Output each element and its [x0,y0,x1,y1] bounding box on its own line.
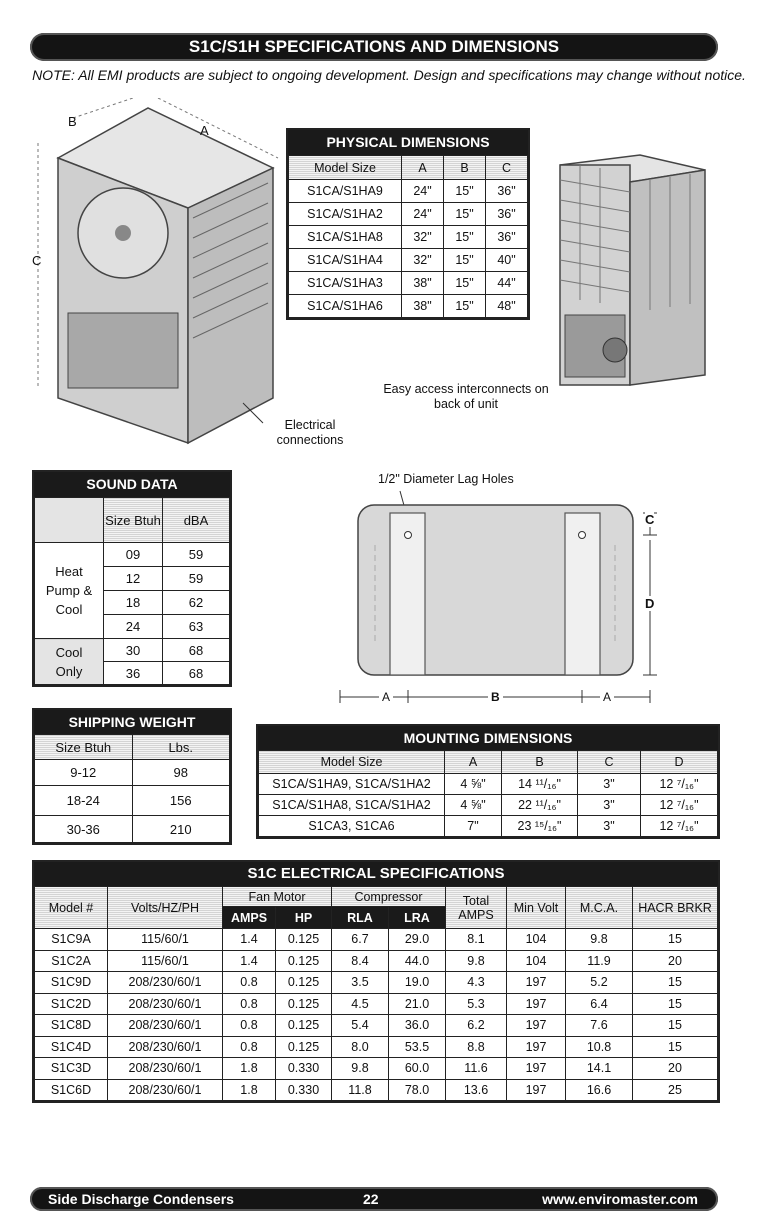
cell: 3" [578,774,641,795]
cell: 10.8 [566,1036,633,1058]
table-row [259,774,718,795]
cell: 30 [104,639,163,662]
cell: 0.8 [223,1015,276,1037]
cell: 208/230/60/1 [108,1015,223,1037]
cell: 59 [163,567,230,591]
cell: 18-24 [35,786,133,816]
cell: 32" [402,226,444,249]
cell: 25 [633,1079,718,1101]
cell: S1C9A [35,929,108,951]
cell: 40" [486,249,528,272]
cell: 208/230/60/1 [108,1079,223,1101]
col-lbs: Lbs. [132,735,230,760]
footer-website: www.enviromaster.com [542,1191,698,1207]
cell: 78.0 [389,1079,446,1101]
col-model: Model # [35,887,108,929]
cell: S1CA/S1HA3 [289,272,402,295]
base-dim-label-a-left: A [379,690,393,704]
table-row [259,795,718,816]
cell: S1CA/S1HA8 [289,226,402,249]
cell: 21.0 [389,993,446,1015]
cell: 62 [163,591,230,615]
cell: S1C4D [35,1036,108,1058]
cell: 13.6 [446,1079,507,1101]
cell: 7.6 [566,1015,633,1037]
table-row [289,180,528,203]
cell: 4.3 [446,972,507,994]
table-row [289,295,528,318]
base-dim-label-b: B [488,690,503,704]
cell: S1C9D [35,972,108,994]
cell: 11.9 [566,950,633,972]
col-d: D [641,751,718,774]
cell: 6.7 [332,929,389,951]
cell: 6.2 [446,1015,507,1037]
col-dba: dBA [163,498,230,543]
cell: 1.8 [223,1058,276,1080]
col-b: B [444,156,486,180]
cell: 12 ⁷/₁₆" [641,795,718,816]
electrical-specifications-table [32,860,720,1103]
cell: 53.5 [389,1036,446,1058]
cell: 8.0 [332,1036,389,1058]
cell: 0.8 [223,993,276,1015]
cell: S1CA/S1HA9 [289,180,402,203]
table-row [35,993,718,1015]
footer-banner [30,1187,718,1211]
cell: 104 [507,929,566,951]
cell: S1C2D [35,993,108,1015]
table-row [289,249,528,272]
back-access-caption: Easy access interconnects on back of unit [383,382,549,411]
cell: 68 [163,662,230,685]
col-group-compressor: Compressor [332,887,446,907]
table-row [289,203,528,226]
electrical-caption: Electrical connections [276,418,344,447]
cool-only-label: Cool Only [35,639,104,685]
cell: 30-36 [35,816,133,843]
cell: 104 [507,950,566,972]
cell: 19.0 [389,972,446,994]
footer-section-title: Side Discharge Condensers [48,1191,234,1207]
table-row [35,1036,718,1058]
electrical-specifications-title: S1C ELECTRICAL SPECIFICATIONS [34,862,718,886]
table-row [289,272,528,295]
cell: 3.5 [332,972,389,994]
cell: 5.3 [446,993,507,1015]
physical-dimensions-title: PHYSICAL DIMENSIONS [288,130,528,155]
cell: 0.8 [223,972,276,994]
cell: 24" [402,180,444,203]
cell: 3" [578,795,641,816]
cell: 115/60/1 [108,929,223,951]
back-of-unit-drawing [540,150,715,395]
cell: 9.8 [332,1058,389,1080]
cell: 15" [444,295,486,318]
cell: 208/230/60/1 [108,972,223,994]
cell: 197 [507,1058,566,1080]
cell: 44.0 [389,950,446,972]
table-row [35,543,230,567]
cell: 15" [444,272,486,295]
cell: 5.4 [332,1015,389,1037]
page-title: S1C/S1H SPECIFICATIONS AND DIMENSIONS [188,37,560,56]
cell: 6.4 [566,993,633,1015]
cell: 98 [132,760,230,786]
col-hp: HP [276,907,332,929]
col-volts: Volts/HZ/PH [108,887,223,929]
cell: 4.5 [332,993,389,1015]
cell: S1CA/S1HA4 [289,249,402,272]
cell: 9-12 [35,760,133,786]
table-row [35,929,718,951]
cell: 9.8 [566,929,633,951]
base-dim-label-a-right: A [600,690,614,704]
base-dim-label-d: D [645,596,655,611]
sound-data-table [32,470,232,687]
cell: S1C8D [35,1015,108,1037]
col-amps: AMPS [223,907,276,929]
dim-label-b: B [68,114,77,129]
cell: 15" [444,203,486,226]
cell: 14.1 [566,1058,633,1080]
mounting-dimensions-table [256,724,720,839]
mounting-dimensions-title: MOUNTING DIMENSIONS [258,726,718,750]
cell: 0.125 [276,1036,332,1058]
cell: 11.8 [332,1079,389,1101]
cell: 3" [578,816,641,837]
cell: 23 ¹⁵/₁₆" [502,816,578,837]
table-row [35,639,230,662]
cell: 0.125 [276,950,332,972]
cell: S1CA/S1HA8, S1CA/S1HA2 [259,795,445,816]
cell: 197 [507,972,566,994]
lag-holes-caption: 1/2" Diameter Lag Holes [378,472,514,486]
cell: 15" [444,180,486,203]
table-row [35,816,230,843]
cell: S1C2A [35,950,108,972]
cell: 15 [633,993,718,1015]
cell: 210 [132,816,230,843]
cell: 14 ¹¹/₁₆" [502,774,578,795]
col-c: C [486,156,528,180]
col-a: A [445,751,502,774]
table-row [35,972,718,994]
col-a: A [402,156,444,180]
cell: 1.8 [223,1079,276,1101]
cell: 36" [486,203,528,226]
col-group-fan-motor: Fan Motor [223,887,332,907]
cell: 29.0 [389,929,446,951]
cell: 12 [104,567,163,591]
cell: 197 [507,993,566,1015]
cell: 15 [633,1036,718,1058]
table-row [35,760,230,786]
cell: 8.8 [446,1036,507,1058]
base-dim-label-c: C [645,512,655,527]
mounting-base-drawing [330,485,660,705]
cell: 115/60/1 [108,950,223,972]
cell: 0.330 [276,1058,332,1080]
page-title-banner [30,33,718,61]
cell: 11.6 [446,1058,507,1080]
table-row [289,226,528,249]
cell: 0.8 [223,1036,276,1058]
cell: 197 [507,1036,566,1058]
cell: 20 [633,950,718,972]
cell: 12 ⁷/₁₆" [641,774,718,795]
shipping-weight-table [32,708,232,845]
cell: 36 [104,662,163,685]
cell: 208/230/60/1 [108,1058,223,1080]
cell: 197 [507,1015,566,1037]
col-model-size: Model Size [259,751,445,774]
cell: 32" [402,249,444,272]
cell: 63 [163,615,230,639]
table-row [35,786,230,816]
cell: 0.125 [276,1015,332,1037]
cell: 48" [486,295,528,318]
cell: 0.125 [276,972,332,994]
cell: S1CA/S1HA6 [289,295,402,318]
cell: 36" [486,180,528,203]
col-hacr-brkr: HACR BRKR [633,887,718,929]
col-rla: RLA [332,907,389,929]
cell: 22 ¹¹/₁₆" [502,795,578,816]
dim-label-c: C [32,253,42,268]
cell: 38" [402,295,444,318]
cell: 16.6 [566,1079,633,1101]
cell: 208/230/60/1 [108,993,223,1015]
cell: 15 [633,929,718,951]
cell: 44" [486,272,528,295]
dim-label-a: A [200,123,209,138]
cell: S1C6D [35,1079,108,1101]
cell: 7" [445,816,502,837]
cell: S1CA3, S1CA6 [259,816,445,837]
cell: 8.4 [332,950,389,972]
col-size-btuh: Size Btuh [104,498,163,543]
cell: 24 [104,615,163,639]
cell: 38" [402,272,444,295]
col-lra: LRA [389,907,446,929]
cell: 1.4 [223,929,276,951]
table-row [259,816,718,837]
col-mca: M.C.A. [566,887,633,929]
col-total-amps: Total AMPS [446,887,507,929]
cell: 0.330 [276,1079,332,1101]
table-row [35,1058,718,1080]
disclaimer-note: NOTE: All EMI products are subject to ongoing development. Design and specifications may change without notice. [32,67,746,83]
cell: 208/230/60/1 [108,1036,223,1058]
shipping-weight-title: SHIPPING WEIGHT [34,710,230,734]
cell: 5.2 [566,972,633,994]
col-b: B [502,751,578,774]
cell: 36.0 [389,1015,446,1037]
cell: 60.0 [389,1058,446,1080]
col-size-btuh: Size Btuh [35,735,133,760]
cell: 15 [633,1015,718,1037]
table-row [35,950,718,972]
col-model-size: Model Size [289,156,402,180]
blank-header [35,498,104,543]
cell: 1.4 [223,950,276,972]
cell: 24" [402,203,444,226]
page-number: 22 [363,1191,379,1207]
cell: 15" [444,226,486,249]
cell: 9.8 [446,950,507,972]
cell: 36" [486,226,528,249]
cell: S1CA/S1HA2 [289,203,402,226]
cell: 59 [163,543,230,567]
col-c: C [578,751,641,774]
cell: 09 [104,543,163,567]
heat-pump-cool-label: Heat Pump & Cool [35,543,104,639]
cell: 4 ⅝" [445,774,502,795]
col-min-volt: Min Volt [507,887,566,929]
cell: 197 [507,1079,566,1101]
cell: 156 [132,786,230,816]
cell: 0.125 [276,929,332,951]
cell: 68 [163,639,230,662]
cell: 0.125 [276,993,332,1015]
cell: 15" [444,249,486,272]
cell: S1CA/S1HA9, S1CA/S1HA2 [259,774,445,795]
cell: 15 [633,972,718,994]
cell: 4 ⅝" [445,795,502,816]
cell: S1C3D [35,1058,108,1080]
cell: 18 [104,591,163,615]
table-row [35,1015,718,1037]
cell: 12 ⁷/₁₆" [641,816,718,837]
electrical-grid [34,886,718,1101]
cell: 8.1 [446,929,507,951]
cell: 20 [633,1058,718,1080]
table-row [35,1079,718,1101]
physical-dimensions-table [286,128,530,320]
sound-data-title: SOUND DATA [34,472,230,497]
